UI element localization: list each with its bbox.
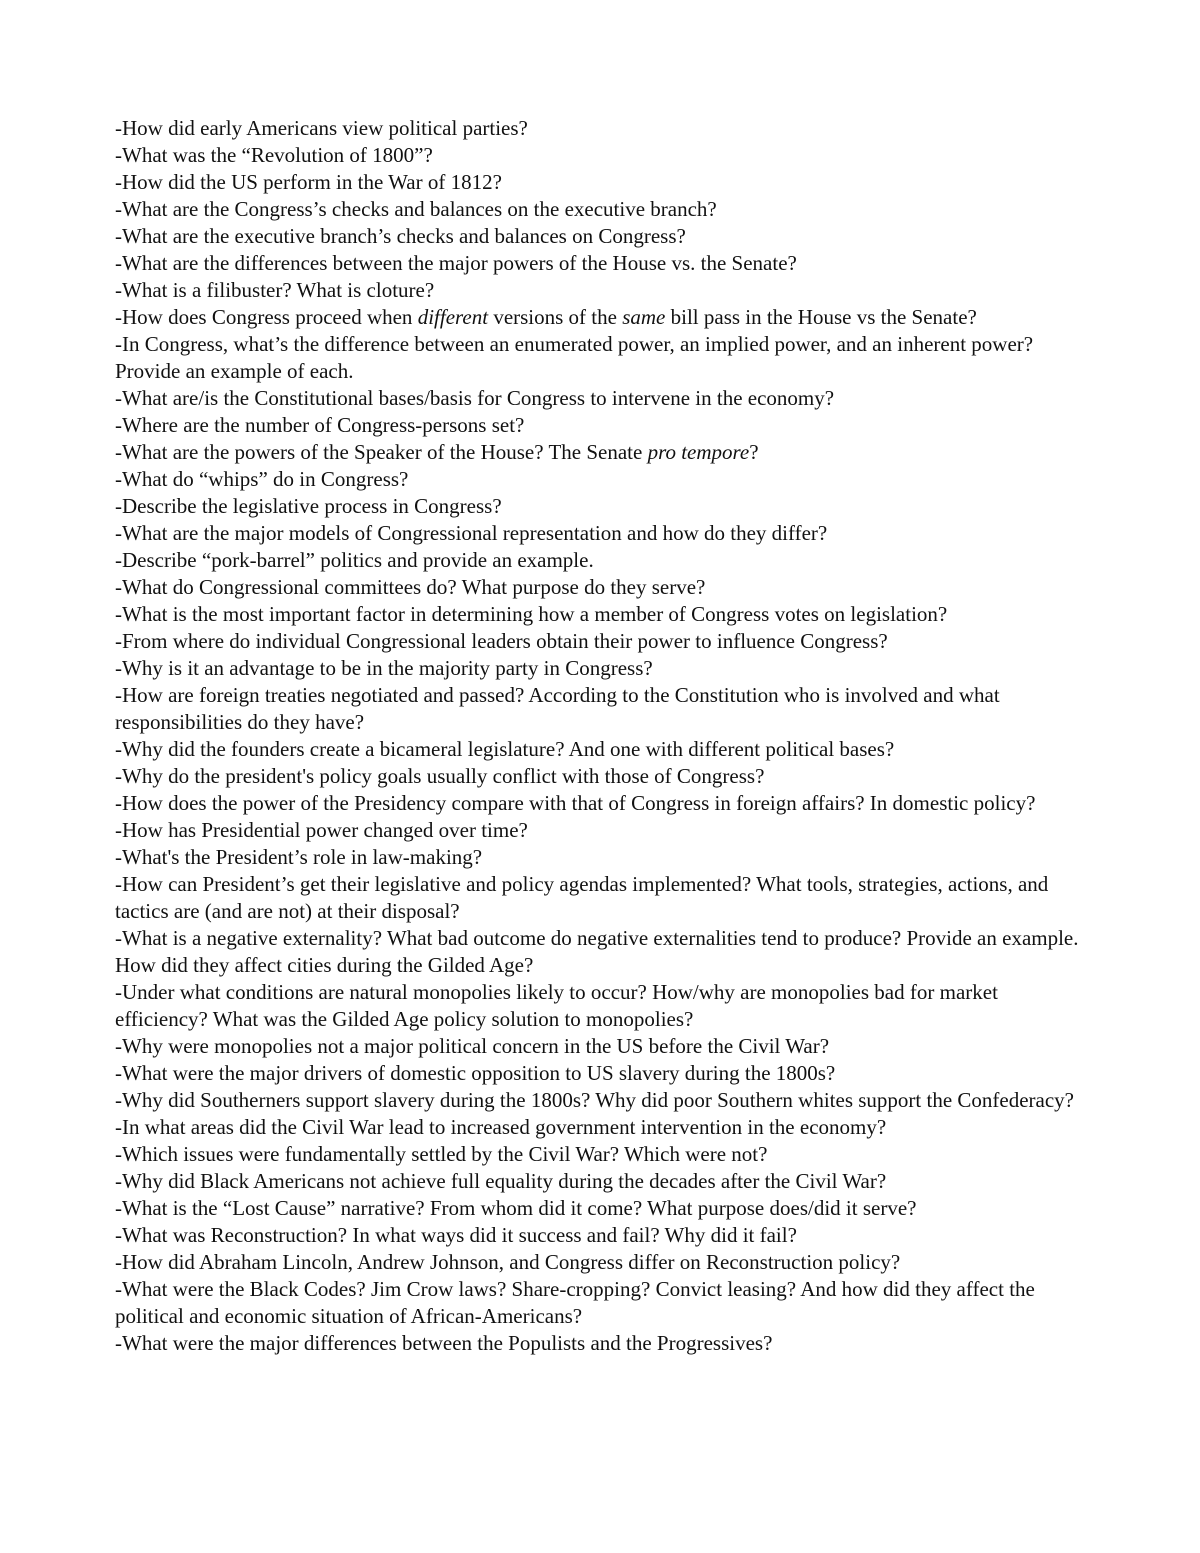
question-item: -In Congress, what’s the difference between an enumerated power, an implied power, and an inherent power? Provide an example of each. xyxy=(115,332,1034,383)
question-item xyxy=(115,304,1085,331)
question-item: -How did early Americans view political parties? xyxy=(115,116,528,140)
question-item: -What were the major differences between the Populists and the Progressives? xyxy=(115,1331,773,1355)
question-item: -What's the President’s role in law-making? xyxy=(115,845,483,869)
question-emphasis: different xyxy=(417,305,489,329)
question-item: -How can President’s get their legislative and policy agendas implemented? What tools, strategies, actions, and tactics are (and are not) at their disposal? xyxy=(115,872,1049,923)
question-item xyxy=(115,439,1085,466)
question-item: -How did Abraham Lincoln, Andrew Johnson, and Congress differ on Reconstruction policy? xyxy=(115,1250,901,1274)
question-item: -Why did Black Americans not achieve full equality during the decades after the Civil War? xyxy=(115,1169,887,1193)
question-item: -What do “whips” do in Congress? xyxy=(115,467,409,491)
question-text: bill pass in the House vs the Senate? xyxy=(665,305,977,329)
question-item: -What are the differences between the major powers of the House vs. the Senate? xyxy=(115,251,797,275)
question-item: -What is the most important factor in determining how a member of Congress votes on legislation? xyxy=(115,602,948,626)
question-item: -Why is it an advantage to be in the majority party in Congress? xyxy=(115,656,653,680)
question-emphasis: same xyxy=(622,305,666,329)
question-item: -Where are the number of Congress-persons set? xyxy=(115,413,525,437)
question-emphasis: pro tempore xyxy=(647,440,750,464)
question-item: -Why did Southerners support slavery during the 1800s? Why did poor Southern whites support the Confederacy? xyxy=(115,1088,1075,1112)
question-list xyxy=(115,115,1085,1357)
question-item: -Describe the legislative process in Congress? xyxy=(115,494,502,518)
question-item: -What was the “Revolution of 1800”? xyxy=(115,143,433,167)
question-item: -What is a negative externality? What bad outcome do negative externalities tend to produce? Provide an example. How did they affect cities during the Gilded Age? xyxy=(115,926,1079,977)
question-text: ? xyxy=(749,440,759,464)
question-item: -Why do the president's policy goals usually conflict with those of Congress? xyxy=(115,764,765,788)
question-item: -What were the major drivers of domestic opposition to US slavery during the 1800s? xyxy=(115,1061,836,1085)
question-item: -Why did the founders create a bicameral legislature? And one with different political bases? xyxy=(115,737,895,761)
question-text: -What are the powers of the Speaker of the House? The Senate xyxy=(115,440,648,464)
question-item: -What are/is the Constitutional bases/basis for Congress to intervene in the economy? xyxy=(115,386,835,410)
question-item: -What do Congressional committees do? What purpose do they serve? xyxy=(115,575,706,599)
question-item: -How does the power of the Presidency compare with that of Congress in foreign affairs? In domestic policy? xyxy=(115,791,1036,815)
question-text: -How does Congress proceed when xyxy=(115,305,418,329)
question-item: -In what areas did the Civil War lead to increased government intervention in the economy? xyxy=(115,1115,887,1139)
question-item: -How are foreign treaties negotiated and passed? According to the Constitution who is involved and what responsibilities do they have? xyxy=(115,683,1000,734)
question-item: -Why were monopolies not a major political concern in the US before the Civil War? xyxy=(115,1034,830,1058)
question-item: -How has Presidential power changed over time? xyxy=(115,818,528,842)
question-item: -How did the US perform in the War of 1812? xyxy=(115,170,502,194)
question-item: -Describe “pork-barrel” politics and provide an example. xyxy=(115,548,594,572)
question-item: -From where do individual Congressional leaders obtain their power to influence Congress? xyxy=(115,629,888,653)
question-item: -Under what conditions are natural monopolies likely to occur? How/why are monopolies bad for market efficiency? What was the Gilded Age policy solution to monopolies? xyxy=(115,980,998,1031)
question-item: -What are the executive branch’s checks and balances on Congress? xyxy=(115,224,686,248)
question-text: versions of the xyxy=(488,305,623,329)
question-item: -What is the “Lost Cause” narrative? From whom did it come? What purpose does/did it serve? xyxy=(115,1196,917,1220)
question-item: -What are the major models of Congressional representation and how do they differ? xyxy=(115,521,828,545)
question-item: -What is a filibuster? What is cloture? xyxy=(115,278,435,302)
question-item: -What was Reconstruction? In what ways did it success and fail? Why did it fail? xyxy=(115,1223,797,1247)
question-item: -What are the Congress’s checks and balances on the executive branch? xyxy=(115,197,717,221)
question-item: -Which issues were fundamentally settled by the Civil War? Which were not? xyxy=(115,1142,768,1166)
question-item: -What were the Black Codes? Jim Crow laws? Share-cropping? Convict leasing? And how did they affect the political and economic situation of African-Americans? xyxy=(115,1277,1035,1328)
